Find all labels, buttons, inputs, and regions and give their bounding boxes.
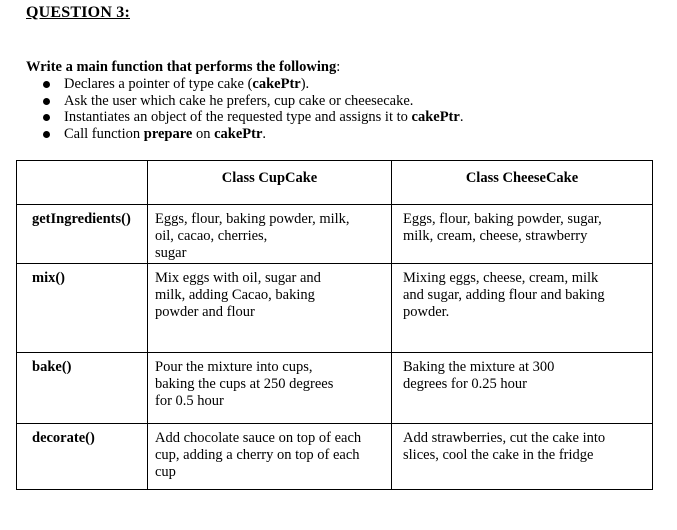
cheesecake-cell — [392, 353, 653, 424]
cell-line: Baking the mixture at 300 — [403, 359, 555, 375]
cell-line: baking the cups at 250 degrees — [155, 376, 334, 392]
bullet-emphasis: cakePtr — [214, 125, 263, 142]
row-header-method: decorate() — [17, 424, 148, 490]
table-header-row — [17, 161, 653, 205]
intro-colon: : — [336, 59, 341, 75]
bullet-text: Call function — [64, 125, 144, 142]
bullet-emphasis: cakePtr — [252, 76, 301, 92]
cell-line: powder and flour — [155, 304, 255, 320]
cupcake-cell — [148, 353, 392, 424]
table-row — [17, 205, 653, 264]
cell-line: degrees for 0.25 hour — [403, 376, 528, 392]
bullet-emphasis: cakePtr — [411, 109, 460, 125]
cell-line: Add chocolate sauce on top of each — [155, 430, 362, 446]
cell-line: and sugar, adding flour and baking — [403, 287, 605, 303]
cheesecake-cell — [392, 205, 653, 264]
intro-label: Write a main function that performs the following — [26, 59, 337, 75]
cupcake-cell — [148, 264, 392, 353]
cell-line: slices, cool the cake in the fridge — [403, 447, 594, 463]
row-header-method: bake() — [17, 353, 148, 424]
list-item — [26, 126, 463, 143]
question-heading: QUESTION 3: — [26, 4, 130, 21]
bullet-icon — [43, 131, 50, 138]
cell-line: cup — [155, 464, 176, 480]
bullet-emphasis: prepare — [143, 125, 193, 142]
column-header-cheesecake: Class CheeseCake — [392, 161, 653, 205]
cell-line: Mixing eggs, cheese, cream, milk — [403, 270, 599, 286]
bullet-text: . — [262, 125, 267, 142]
cell-line: Eggs, flour, baking powder, sugar, — [403, 211, 602, 227]
cupcake-cell — [148, 424, 392, 490]
cell-line: for 0.5 hour — [155, 393, 224, 409]
table-row — [17, 264, 653, 353]
cell-line: milk, cream, cheese, strawberry — [403, 228, 588, 244]
cell-line: Mix eggs with oil, sugar and — [155, 270, 321, 286]
bullet-text: Declares a pointer of type cake ( — [64, 76, 253, 92]
cell-line: powder. — [403, 304, 450, 320]
list-item — [26, 109, 463, 126]
bullet-icon — [43, 114, 50, 121]
bullet-text: Ask the user which cake he prefers, cup cake or cheesecake. — [64, 92, 414, 109]
cell-line: cup, adding a cherry on top of each — [155, 447, 360, 463]
bullet-text: . — [459, 109, 464, 125]
cell-line: Add strawberries, cut the cake into — [403, 430, 606, 446]
bullet-text: ). — [300, 76, 310, 92]
bullet-icon — [43, 81, 50, 88]
list-item — [26, 93, 463, 110]
column-header-cupcake: Class CupCake — [148, 161, 392, 205]
cheesecake-cell — [392, 424, 653, 490]
row-header-method: mix() — [17, 264, 148, 353]
intro-text — [26, 59, 340, 76]
class-method-table — [16, 160, 653, 490]
table-corner-cell — [17, 161, 148, 205]
cheesecake-cell — [392, 264, 653, 353]
requirements-list — [26, 76, 463, 142]
cupcake-cell — [148, 205, 392, 264]
cell-line: Eggs, flour, baking powder, milk, — [155, 211, 350, 227]
cell-line: Pour the mixture into cups, — [155, 359, 313, 375]
table-row — [17, 424, 653, 490]
table-row — [17, 353, 653, 424]
list-item — [26, 76, 463, 93]
row-header-method: getIngredients() — [17, 205, 148, 264]
cell-line: sugar — [155, 245, 187, 261]
cell-line: oil, cacao, cherries, — [155, 228, 268, 244]
bullet-text: on — [192, 125, 215, 142]
bullet-text: Instantiates an object of the requested type and assigns it to — [64, 109, 412, 125]
bullet-icon — [43, 98, 50, 105]
cell-line: milk, adding Cacao, baking — [155, 287, 315, 303]
